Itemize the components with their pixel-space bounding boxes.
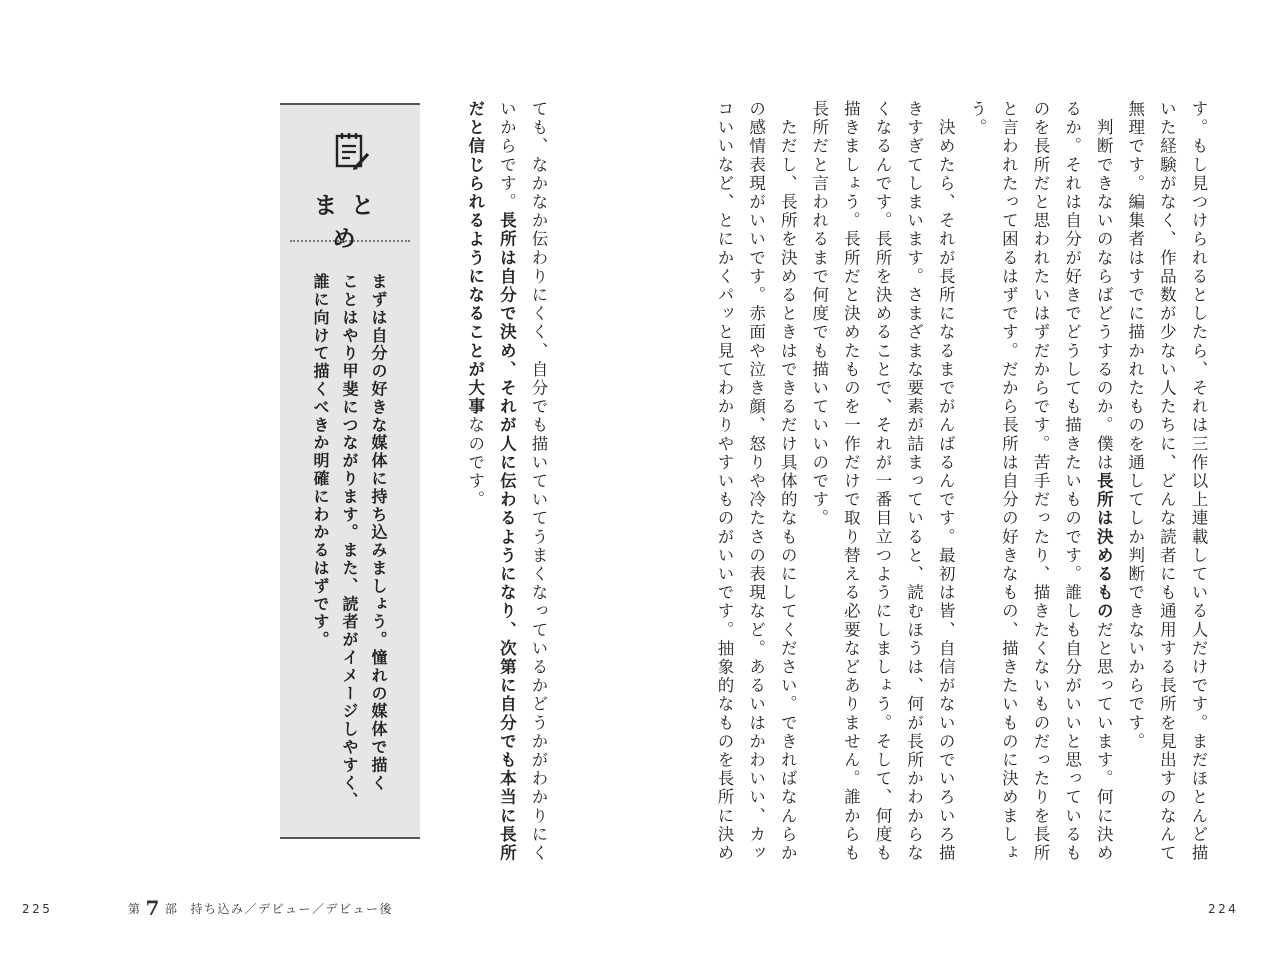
text-run: の感情表現がいいです。赤面や泣き顔、怒りや冷たさの表現など。あるいはかわいい、カッ xyxy=(746,100,766,863)
text-column xyxy=(1088,100,1118,863)
text-column xyxy=(899,100,929,863)
summary-line: ことはやり甲斐につながります。また、読者がイメージしやすく、 xyxy=(340,273,359,810)
text-run: ただし、長所を決めるときはできるだけ具体的なものにしてください。できればなんらか xyxy=(778,100,798,863)
text-run: きすぎてしまいます。さまざまな要素が詰まっていると、読むほうは、何が長所かわからな xyxy=(904,100,924,863)
text-run: す。もし見つけられるとしたら、それは三作以上連載している人だけです。まだほとんど描 xyxy=(1189,100,1208,863)
text-run: 描きましょう。長所だと決めたものを一作だけで取り替える必要などありません。誰からも xyxy=(841,100,861,863)
part-suffix: 部 xyxy=(164,902,179,916)
text-column xyxy=(1151,100,1181,863)
text-column xyxy=(993,100,1023,863)
emphasis: 長所は自分で決め、それが人に伝わるようになり、次第に自分でも本当に長所 xyxy=(497,211,517,863)
text-column xyxy=(1025,100,1055,863)
text-run: 判断できないのならばどうするのか。僕は xyxy=(1094,100,1114,472)
notepad-pencil-icon xyxy=(331,130,373,172)
emphasis: だと信じられるようになることが大事 xyxy=(465,100,485,417)
text-run: るか。それは自分が好きでどうしても描きたいものです。誰しも自分がいいと思っているも xyxy=(1062,100,1082,863)
text-run: ても、なかなか伝わりにくく、自分でも描いていてうまくなっているかどうかがわかりにく xyxy=(529,100,548,863)
text-column xyxy=(930,100,960,863)
summary-divider xyxy=(290,240,410,242)
text-column xyxy=(523,100,553,863)
text-column xyxy=(460,100,490,509)
text-column xyxy=(962,100,992,137)
part-number: 7 xyxy=(145,896,161,920)
text-column xyxy=(1057,100,1087,863)
part-prefix: 第 xyxy=(128,902,142,916)
text-column xyxy=(772,100,802,863)
text-column xyxy=(1183,100,1213,863)
text-column xyxy=(709,100,739,863)
part-title: 持ち込み／デビュー／デビュー後 xyxy=(190,902,393,916)
emphasis: 長所は決めるもの xyxy=(1094,472,1114,621)
text-run: いからです。 xyxy=(497,100,517,212)
summary-title: まとめ xyxy=(314,193,388,252)
text-column xyxy=(741,100,771,863)
text-run: と言われたって困るはずです。だから長所は自分の好きなもの、描きたいものに決めましょ xyxy=(999,100,1019,863)
text-run: だと思っています。何に決め xyxy=(1094,620,1114,863)
text-run: 長所だと言われるまで何度でも描いていいのです。 xyxy=(809,100,829,528)
text-run: くなるんです。長所を決めることで、それが一番目立つようにしましょう。そして、何度も xyxy=(873,100,892,863)
text-run: コいいなど、とにかくパッと見てわかりやすいものがいいです。抽象的なものを長所に決め xyxy=(715,100,734,863)
page-number-left: 225 xyxy=(22,902,53,916)
text-run: のを長所だと思われたいはずだからです。苦手だったり、描きたくないものだったりを長所 xyxy=(1031,100,1050,863)
text-run: なのです。 xyxy=(465,416,485,510)
text-column xyxy=(867,100,897,863)
text-run: う。 xyxy=(967,100,987,138)
text-run: いた経験がなく、作品数が少ない人たちに、どんな読者にも通用する長所を見出すのなんて xyxy=(1157,100,1177,863)
text-run: 無理です。編集者はすでに描かれたものを通してしか判断できないからです。 xyxy=(1125,100,1145,751)
text-column xyxy=(804,100,834,528)
running-footer xyxy=(128,896,393,920)
text-column xyxy=(491,100,521,863)
summary-line: 誰に向けて描くべきか明確にわかるはずです。 xyxy=(311,273,330,649)
text-column xyxy=(835,100,865,863)
text-column xyxy=(1120,100,1150,751)
text-run: 決めたら、それが長所になるまでがんばるんです。最初は皆、自信がないのでいろいろ描 xyxy=(936,100,956,863)
page-number-right: 224 xyxy=(1208,902,1239,916)
summary-line: まずは自分の好きな媒体に持ち込みましょう。憧れの媒体で描く xyxy=(369,273,388,793)
